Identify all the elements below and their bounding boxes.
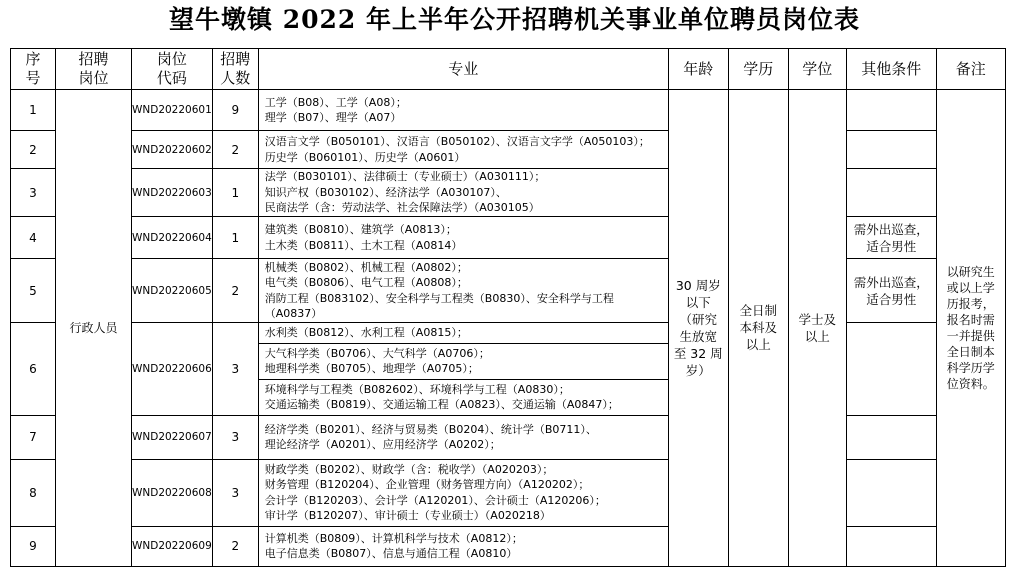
other-cell bbox=[846, 131, 936, 169]
code-cell: WND20220603 bbox=[132, 169, 213, 217]
page-title: 望牛墩镇 2022 年上半年公开招聘机关事业单位聘员岗位表 bbox=[169, 5, 860, 34]
seq-cell: 4 bbox=[11, 217, 56, 259]
major-line: 电气类（B0806）、电气工程（A0808）； bbox=[264, 276, 468, 289]
major-line: 工学（B08）、工学（A08）； bbox=[264, 95, 407, 109]
header-seq: 序 号 bbox=[11, 49, 56, 90]
code-cell: WND20220601 bbox=[132, 90, 213, 131]
table-row bbox=[11, 526, 1006, 566]
education-cell-line: 全日制 bbox=[739, 303, 778, 319]
major-line: 经济学类（B0201）、经济与贸易类（B0204）、统计学（B0711）、 bbox=[264, 422, 597, 436]
count-cell: 2 bbox=[212, 259, 258, 323]
other-line: 适合男性 bbox=[866, 291, 917, 307]
other-cell bbox=[846, 90, 936, 131]
code-cell: WND20220606 bbox=[132, 323, 213, 416]
table-row bbox=[11, 131, 1006, 169]
code-cell: WND20220608 bbox=[132, 459, 213, 526]
major-cell bbox=[258, 90, 668, 131]
education-cell-line: 本科及 bbox=[739, 320, 778, 336]
age-cell-line: 至 32 周 bbox=[673, 345, 723, 361]
header-code: 岗位 代码 bbox=[132, 49, 213, 90]
header-row bbox=[11, 49, 1006, 90]
table-row bbox=[11, 169, 1006, 217]
header-education: 学历 bbox=[728, 49, 788, 90]
major-line: 水利类（B0812）、水利工程（A0815）； bbox=[264, 326, 468, 339]
code-cell: WND20220609 bbox=[132, 526, 213, 566]
other-line: 适合男性 bbox=[866, 238, 917, 254]
note-line: 报名时需 bbox=[946, 312, 995, 327]
major-line: 法学（B030101）、法律硕士（专业硕士）（A030111）； bbox=[264, 170, 546, 184]
major-line: 民商法学（含：劳动法学、社会保障法学）（A030105） bbox=[264, 201, 540, 215]
other-cell bbox=[846, 526, 936, 566]
code-cell: WND20220604 bbox=[132, 217, 213, 259]
count-cell: 9 bbox=[212, 90, 258, 131]
age-cell-line: 生放宽 bbox=[679, 328, 718, 344]
major-line: 理学（B07）、理学（A07） bbox=[264, 111, 402, 124]
major-group bbox=[259, 323, 668, 343]
table-row bbox=[11, 90, 1006, 131]
code-cell: WND20220605 bbox=[132, 259, 213, 323]
age-cell-line: 岁） bbox=[685, 362, 711, 378]
code-cell: WND20220607 bbox=[132, 415, 213, 459]
major-line: 建筑类（B0810）、建筑学（A0813）； bbox=[264, 223, 457, 236]
major-line: 审计学（B120207）、审计硕士（专业硕士）（A020218） bbox=[264, 509, 551, 522]
major-cell bbox=[258, 415, 668, 459]
table-row bbox=[11, 217, 1006, 259]
major-line: 消防工程（B083102）、安全科学与工程类（B0830）、安全科学与工程 bbox=[264, 291, 614, 305]
degree-cell bbox=[788, 90, 846, 567]
header-major: 专业 bbox=[258, 49, 668, 90]
header-count: 招聘 人数 bbox=[212, 49, 258, 90]
seq-cell: 5 bbox=[11, 259, 56, 323]
major-cell bbox=[258, 459, 668, 526]
age-cell bbox=[668, 90, 728, 567]
header-age: 年龄 bbox=[668, 49, 728, 90]
major-line: 汉语言文学（B050101）、汉语言（B050102）、汉语言文字学（A050103）； bbox=[264, 135, 650, 148]
major-group bbox=[259, 379, 668, 415]
note-line: 科学历学 bbox=[946, 360, 995, 375]
other-cell bbox=[846, 415, 936, 459]
count-cell: 2 bbox=[212, 526, 258, 566]
major-line: 历史学（B060101）、历史学（A0601） bbox=[264, 150, 466, 164]
seq-cell: 7 bbox=[11, 415, 56, 459]
major-line: 知识产权（B030102）、经济法学（A030107）、 bbox=[264, 185, 507, 199]
note-line: 位资料。 bbox=[946, 376, 995, 391]
note-line: 或以上学 bbox=[946, 280, 995, 295]
seq-cell: 3 bbox=[11, 169, 56, 217]
seq-cell: 9 bbox=[11, 526, 56, 566]
header-note: 备注 bbox=[936, 49, 1005, 90]
major-line: 会计学（B120203）、会计学（A120201）、会计硕士（A120206）； bbox=[264, 493, 606, 507]
post-cell: 行政人员 bbox=[56, 90, 132, 567]
other-cell bbox=[846, 169, 936, 217]
count-cell: 3 bbox=[212, 415, 258, 459]
code-cell: WND20220602 bbox=[132, 131, 213, 169]
positions-table bbox=[10, 48, 1006, 567]
note-cell bbox=[936, 90, 1005, 567]
note-line: 一并提供 bbox=[946, 328, 995, 343]
note-line: 以研究生 bbox=[946, 264, 995, 279]
count-cell: 1 bbox=[212, 217, 258, 259]
major-cell bbox=[258, 217, 668, 259]
other-cell bbox=[846, 259, 936, 323]
seq-cell: 1 bbox=[11, 90, 56, 131]
degree-cell-line: 以上 bbox=[804, 328, 830, 344]
table-row bbox=[11, 415, 1006, 459]
other-line: 需外出巡查， bbox=[853, 274, 929, 290]
major-group bbox=[259, 343, 668, 379]
header-other: 其他条件 bbox=[846, 49, 936, 90]
note-line: 全日制本 bbox=[946, 344, 995, 359]
seq-cell: 2 bbox=[11, 131, 56, 169]
major-line: 计算机类（B0809）、计算机科学与技术（A0812）； bbox=[264, 531, 523, 545]
education-cell bbox=[728, 90, 788, 567]
major-line: （A0837） bbox=[264, 307, 323, 320]
age-cell-line: 30 周岁 bbox=[675, 277, 721, 293]
major-cell bbox=[258, 323, 668, 416]
major-cell bbox=[258, 526, 668, 566]
major-line: 理论经济学（A0201）、应用经济学（A0202）； bbox=[264, 438, 501, 451]
major-line: 财务管理（B120204）、企业管理（财务管理方向）（A120202）； bbox=[264, 478, 590, 491]
note-line: 历报考， bbox=[946, 296, 995, 311]
table-row bbox=[11, 323, 1006, 416]
count-cell: 1 bbox=[212, 169, 258, 217]
count-cell: 2 bbox=[212, 131, 258, 169]
age-cell-line: 以下 bbox=[685, 294, 711, 310]
other-cell bbox=[846, 459, 936, 526]
table-row bbox=[11, 459, 1006, 526]
count-cell: 3 bbox=[212, 323, 258, 416]
major-cell bbox=[258, 131, 668, 169]
other-line: 需外出巡查， bbox=[853, 221, 929, 237]
major-line: 机械类（B0802）、机械工程（A0802）； bbox=[264, 260, 468, 274]
major-line: 电子信息类（B0807）、信息与通信工程（A0810） bbox=[264, 547, 518, 560]
count-cell: 3 bbox=[212, 459, 258, 526]
other-cell bbox=[846, 323, 936, 416]
major-line: 环境科学与工程类（B082602）、环境科学与工程（A0830）； bbox=[264, 382, 570, 396]
seq-cell: 6 bbox=[11, 323, 56, 416]
table-row bbox=[11, 259, 1006, 323]
major-line: 财政学类（B0202）、财政学（含：税收学）（A020203）； bbox=[264, 462, 554, 476]
major-cell bbox=[258, 169, 668, 217]
header-post: 招聘 岗位 bbox=[56, 49, 132, 90]
other-cell bbox=[846, 217, 936, 259]
major-cell bbox=[258, 259, 668, 323]
seq-cell: 8 bbox=[11, 459, 56, 526]
major-line: 大气科学类（B0706）、大气科学（A0706）； bbox=[264, 346, 490, 360]
education-cell-line: 以上 bbox=[745, 337, 771, 353]
age-cell-line: （研究 bbox=[679, 311, 718, 327]
major-line: 地理科学类（B0705）、地理学（A0705）； bbox=[264, 362, 479, 375]
degree-cell-line: 学士及 bbox=[798, 311, 837, 327]
major-line: 土木类（B0811）、土木工程（A0814） bbox=[264, 238, 463, 252]
header-degree: 学位 bbox=[788, 49, 846, 90]
major-line: 交通运输类（B0819）、交通运输工程（A0823）、交通运输（A0847）； bbox=[264, 398, 619, 411]
